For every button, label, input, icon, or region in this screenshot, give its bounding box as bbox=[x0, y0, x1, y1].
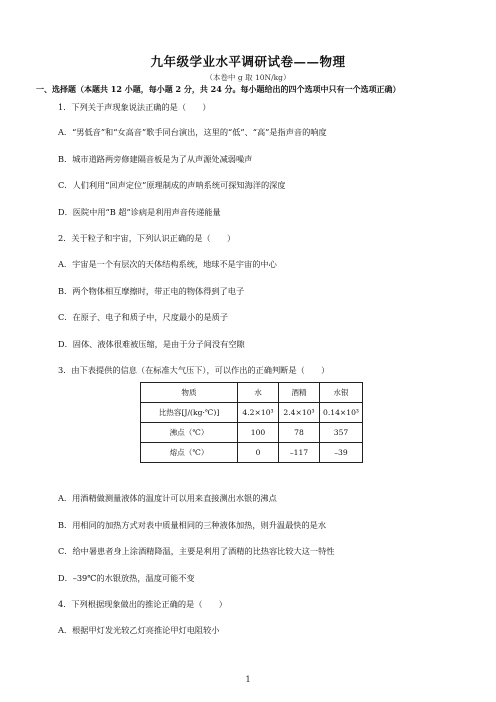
q3-option-b: B．用相同的加热方式对表中质量相同的三种液体加热，则升温最快的是水 bbox=[58, 520, 327, 530]
table-row bbox=[141, 443, 363, 463]
table-header-cell: 水银 bbox=[320, 383, 363, 403]
properties-table bbox=[140, 382, 363, 463]
q3-stem: 3．由下表提供的信息（在标准大气压下），可以作出的正确判断是（ ） bbox=[58, 365, 330, 375]
q3-option-d: D．–39℃的水银放热，温度可能不变 bbox=[58, 573, 195, 583]
table-cell: 4.2×10³ bbox=[238, 403, 279, 423]
table-cell: 沸点（℃） bbox=[141, 423, 238, 443]
q1-stem: 1．下列关于声现象说法正确的是（ ） bbox=[58, 102, 211, 112]
table-header-row bbox=[141, 383, 363, 403]
table-cell: 熔点（℃） bbox=[141, 443, 238, 463]
table-row bbox=[141, 423, 363, 443]
table-cell: 0.14×10³ bbox=[320, 403, 363, 423]
page-number: 1 bbox=[245, 675, 251, 684]
q2-option-b: B．两个物体相互摩擦时，带正电的物体得到了电子 bbox=[58, 286, 245, 296]
exam-subtitle: （本卷中 g 取 10N/kg） bbox=[205, 73, 291, 82]
q1-option-d: D．医院中用“B 超”诊病是利用声音传递能量 bbox=[58, 207, 221, 217]
q3-option-c: C．给中暑患者身上涂酒精降温，主要是利用了酒精的比热容比较大这一特性 bbox=[58, 546, 335, 556]
table-row bbox=[141, 403, 363, 423]
exam-title: 九年级学业水平调研试卷——物理 bbox=[150, 54, 346, 69]
table-header-cell: 水 bbox=[238, 383, 279, 403]
q1-option-b: B．城市道路两旁修建隔音板是为了从声源处减弱噪声 bbox=[58, 154, 253, 164]
q2-stem: 2．关于粒子和宇宙，下列认识正确的是（ ） bbox=[58, 233, 236, 243]
table-header-cell: 物质 bbox=[141, 383, 238, 403]
q2-option-d: D．固体、液体很难被压缩，是由于分子间没有空隙 bbox=[58, 339, 245, 349]
table-cell: 100 bbox=[238, 423, 279, 443]
table-cell: 比热容[J/(kg·℃)] bbox=[141, 403, 238, 423]
q3-option-a: A．用酒精做测量液体的温度计可以用来直接测出水银的沸点 bbox=[58, 493, 277, 503]
q1-option-a: A．“男低音”和“女高音”歌手同台演出，这里的“低”、“高”是指声音的响度 bbox=[58, 127, 327, 137]
table-cell: 78 bbox=[279, 423, 320, 443]
q4-option-a: A．根据甲灯发光较乙灯亮推论甲灯电阻较小 bbox=[58, 625, 220, 635]
q2-option-a: A．宇宙是一个有层次的天体结构系统，地球不是宇宙的中心 bbox=[58, 259, 277, 269]
q2-option-c: C．在原子、电子和质子中，尺度最小的是质子 bbox=[58, 312, 229, 322]
section-heading: 一、选择题（本题共 12 小题，每小题 2 分，共 24 分。每小题给出的四个选项中只有一个选项正确） bbox=[36, 84, 401, 94]
table-cell: 2.4×10³ bbox=[279, 403, 320, 423]
q4-stem: 4．下列根据现象做出的推论正确的是（ ） bbox=[58, 599, 227, 609]
table-cell: –117 bbox=[279, 443, 320, 463]
table-header-cell: 酒精 bbox=[279, 383, 320, 403]
table-cell: 0 bbox=[238, 443, 279, 463]
table-cell: 357 bbox=[320, 423, 363, 443]
table-cell: –39 bbox=[320, 443, 363, 463]
q1-option-c: C．人们利用“回声定位”原理制成的声呐系统可探知海洋的深度 bbox=[58, 180, 286, 190]
